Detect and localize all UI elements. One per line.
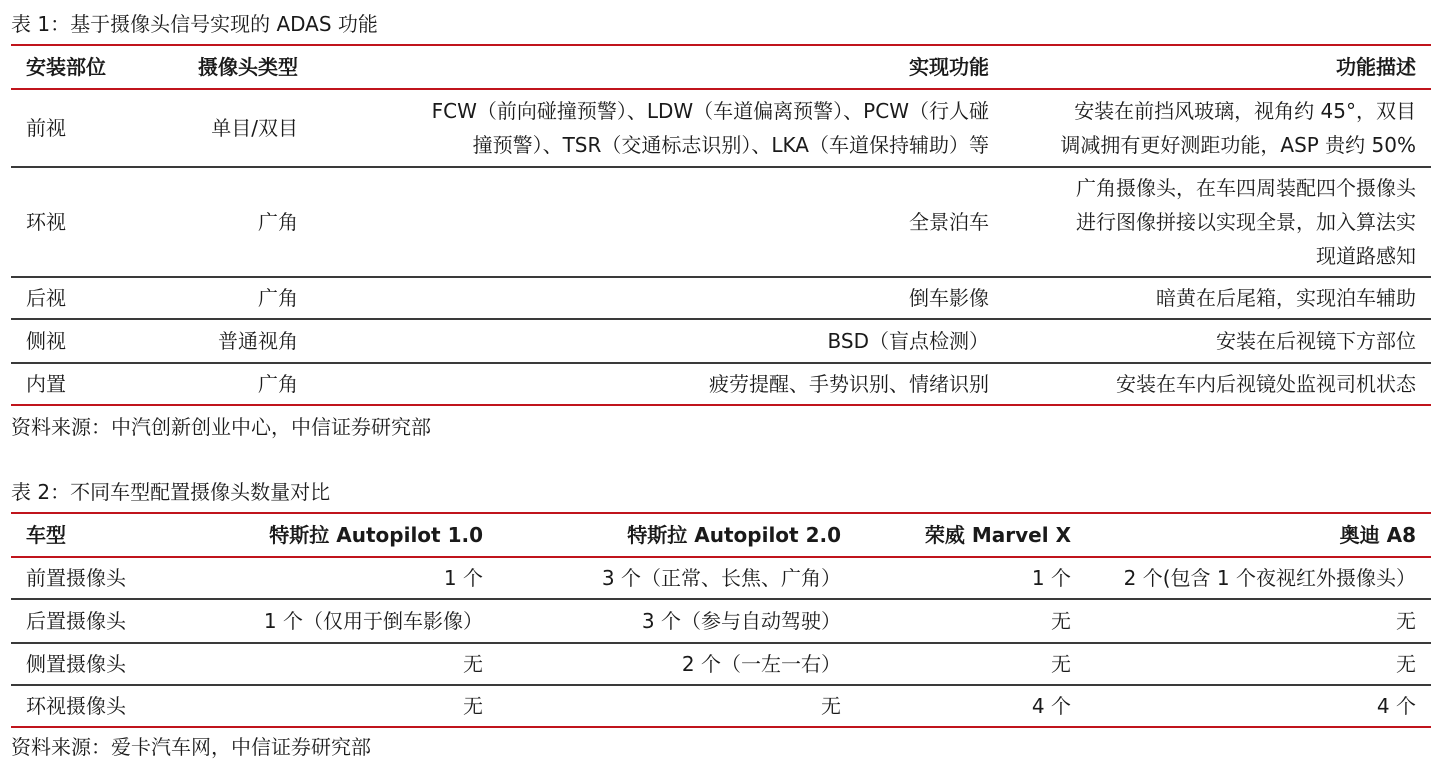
table1-caption: 表 1：基于摄像头信号实现的 ADAS 功能 <box>11 12 378 36</box>
cell-value: 4 个 <box>1031 694 1071 718</box>
cell-camera-type: 广角 <box>258 286 298 310</box>
header-audi-a8: 奥迪 A8 <box>1339 523 1416 547</box>
header-description: 功能描述 <box>1336 55 1416 79</box>
cell-position: 前视 <box>26 116 66 140</box>
header-install-position: 安装部位 <box>26 55 106 79</box>
header-tesla-ap1: 特斯拉 Autopilot 1.0 <box>269 523 483 547</box>
cell-camera-type: 普通视角 <box>218 329 298 353</box>
cell-position: 后视 <box>26 286 66 310</box>
cell-camera-position: 环视摄像头 <box>26 694 126 718</box>
table1-source-note: 资料来源：中汽创新创业中心，中信证券研究部 <box>11 415 431 439</box>
cell-function <box>313 167 1004 277</box>
table-row <box>11 167 1431 277</box>
cell-value: 无 <box>1396 652 1416 676</box>
cell-value: 无 <box>1051 609 1071 633</box>
cell-description <box>1004 89 1431 167</box>
table-row <box>11 557 1431 599</box>
header-camera-type: 摄像头类型 <box>198 55 298 79</box>
camera-count-table <box>11 512 1431 728</box>
cell-camera-type: 广角 <box>258 372 298 396</box>
cell-function <box>313 89 1004 167</box>
cell-description: 暗黄在后尾箱，实现泊车辅助 <box>1156 286 1416 310</box>
cell-value: 4 个 <box>1376 694 1416 718</box>
cell-function: 倒车影像 <box>909 286 989 310</box>
table-row <box>11 277 1431 319</box>
cell-camera-type: 广角 <box>258 210 298 234</box>
cell-value: 无 <box>821 694 841 718</box>
cell-line: 进行图像拼接以实现全景，加入算法实 <box>1076 210 1416 234</box>
cell-line: 全景泊车 <box>909 210 989 234</box>
cell-function: 疲劳提醒、手势识别、情绪识别 <box>709 372 989 396</box>
cell-line: 调减拥有更好测距功能，ASP 贵约 50% <box>1060 133 1416 157</box>
table-row <box>11 685 1431 727</box>
cell-value: 1 个 <box>1031 566 1071 590</box>
cell-value: 1 个（仅用于倒车影像） <box>263 609 483 633</box>
table-row <box>11 363 1431 405</box>
cell-value: 无 <box>1396 609 1416 633</box>
cell-line: 安装在前挡风玻璃，视角约 45°，双目 <box>1074 99 1416 123</box>
header-function: 实现功能 <box>909 55 989 79</box>
cell-position: 内置 <box>26 372 66 396</box>
cell-line: 现道路感知 <box>1316 244 1416 268</box>
cell-line: FCW（前向碰撞预警）、LDW（车道偏离预警）、PCW（行人碰 <box>431 99 989 123</box>
cell-line: 撞预警）、TSR（交通标志识别）、LKA（车道保持辅助）等 <box>472 133 989 157</box>
cell-position: 侧视 <box>26 329 66 353</box>
cell-value: 1 个 <box>443 566 483 590</box>
cell-camera-type: 单目/双目 <box>211 116 298 140</box>
table-row <box>11 599 1431 643</box>
cell-value: 2 个(包含 1 个夜视红外摄像头） <box>1123 566 1416 590</box>
cell-value: 3 个（参与自动驾驶） <box>641 609 841 633</box>
header-roewe-marvel-x: 荣威 Marvel X <box>924 523 1071 547</box>
cell-camera-position: 侧置摄像头 <box>26 652 126 676</box>
table-row <box>11 89 1431 167</box>
cell-value: 2 个（一左一右） <box>681 652 841 676</box>
table-row <box>11 319 1431 363</box>
cell-function: BSD（盲点检测） <box>827 329 989 353</box>
cell-camera-position: 后置摄像头 <box>26 609 126 633</box>
cell-value: 无 <box>1051 652 1071 676</box>
cell-value: 3 个（正常、长焦、广角） <box>601 566 841 590</box>
cell-description <box>1004 167 1431 277</box>
cell-description: 安装在后视镜下方部位 <box>1216 329 1416 353</box>
adas-function-table <box>11 44 1431 406</box>
cell-value: 无 <box>463 694 483 718</box>
table2-source-note: 资料来源：爱卡汽车网，中信证券研究部 <box>11 735 371 759</box>
header-model: 车型 <box>26 523 66 547</box>
table2-header-row <box>11 513 1431 557</box>
cell-value: 无 <box>463 652 483 676</box>
table2-caption: 表 2：不同车型配置摄像头数量对比 <box>11 480 331 504</box>
cell-description: 安装在车内后视镜处监视司机状态 <box>1116 372 1416 396</box>
cell-camera-position: 前置摄像头 <box>26 566 126 590</box>
cell-position: 环视 <box>26 210 66 234</box>
cell-line: 广角摄像头，在车四周装配四个摄像头 <box>1076 176 1416 200</box>
table1-header-row <box>11 45 1431 89</box>
table-row <box>11 643 1431 685</box>
header-tesla-ap2: 特斯拉 Autopilot 2.0 <box>627 523 841 547</box>
